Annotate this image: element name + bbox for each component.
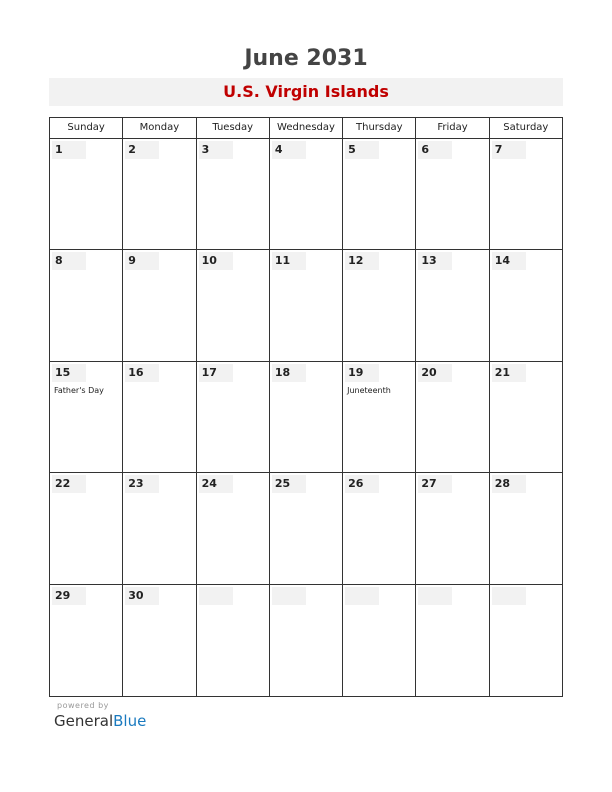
day-number: 5	[345, 141, 379, 159]
day-cell	[196, 473, 269, 583]
day-number	[418, 587, 452, 605]
day-cell	[269, 362, 342, 472]
day-number: 1	[52, 141, 86, 159]
day-number: 25	[272, 475, 306, 493]
powered-by-label: powered by	[57, 701, 109, 710]
day-number: 19	[345, 364, 379, 382]
day-cell	[122, 585, 195, 696]
brand-logo[interactable]	[54, 712, 146, 730]
day-cell	[489, 139, 562, 249]
page-title: June 2031	[244, 46, 368, 71]
day-cell	[50, 362, 122, 472]
day-cell	[196, 362, 269, 472]
weekday-header: Friday	[415, 118, 488, 138]
weekday-header: Wednesday	[269, 118, 342, 138]
day-cell	[415, 250, 488, 360]
day-cell	[122, 362, 195, 472]
day-cell	[342, 585, 415, 696]
brand-blue: Blue	[113, 712, 147, 730]
day-number: 13	[418, 252, 452, 270]
day-number: 28	[492, 475, 526, 493]
day-number: 30	[125, 587, 159, 605]
day-number: 12	[345, 252, 379, 270]
day-number: 23	[125, 475, 159, 493]
country-name: U.S. Virgin Islands	[49, 78, 563, 106]
day-cell	[489, 585, 562, 696]
day-cell	[415, 139, 488, 249]
holiday-label: Father's Day	[54, 385, 104, 395]
day-cell	[415, 473, 488, 583]
day-number	[345, 587, 379, 605]
day-cell	[122, 473, 195, 583]
weekday-header-row	[50, 118, 562, 139]
week-row	[50, 585, 562, 696]
day-cell	[342, 139, 415, 249]
holiday-label: Juneteenth	[347, 385, 391, 395]
day-cell	[269, 139, 342, 249]
day-number: 9	[125, 252, 159, 270]
day-number: 15	[52, 364, 86, 382]
day-cell	[489, 250, 562, 360]
day-number: 6	[418, 141, 452, 159]
day-number: 8	[52, 252, 86, 270]
day-cell	[269, 585, 342, 696]
day-cell	[342, 473, 415, 583]
day-cell	[50, 473, 122, 583]
day-number: 10	[199, 252, 233, 270]
day-cell	[50, 585, 122, 696]
day-number: 21	[492, 364, 526, 382]
day-cell	[415, 585, 488, 696]
day-cell	[196, 585, 269, 696]
day-cell	[50, 139, 122, 249]
day-cell	[489, 473, 562, 583]
day-cell	[122, 139, 195, 249]
day-cell	[122, 250, 195, 360]
day-number	[199, 587, 233, 605]
day-cell	[269, 250, 342, 360]
day-number	[492, 587, 526, 605]
weekday-header: Thursday	[342, 118, 415, 138]
day-cell	[196, 139, 269, 249]
day-number: 3	[199, 141, 233, 159]
day-number: 17	[199, 364, 233, 382]
weekday-header: Monday	[122, 118, 195, 138]
day-number	[272, 587, 306, 605]
week-row	[50, 250, 562, 361]
day-number: 7	[492, 141, 526, 159]
day-cell	[196, 250, 269, 360]
day-number: 2	[125, 141, 159, 159]
calendar-weeks	[50, 139, 562, 696]
week-row	[50, 362, 562, 473]
day-number: 16	[125, 364, 159, 382]
day-number: 24	[199, 475, 233, 493]
day-number: 11	[272, 252, 306, 270]
day-cell	[342, 362, 415, 472]
day-cell	[415, 362, 488, 472]
weekday-header: Tuesday	[196, 118, 269, 138]
week-row	[50, 473, 562, 584]
day-number: 4	[272, 141, 306, 159]
day-cell	[50, 250, 122, 360]
day-cell	[269, 473, 342, 583]
day-number: 14	[492, 252, 526, 270]
weekday-header: Sunday	[67, 122, 105, 133]
day-number: 29	[52, 587, 86, 605]
day-number: 27	[418, 475, 452, 493]
day-number: 20	[418, 364, 452, 382]
brand-general: General	[54, 712, 114, 730]
weekday-header: Saturday	[489, 118, 562, 138]
calendar-grid	[49, 117, 563, 697]
day-number: 22	[52, 475, 86, 493]
day-cell	[342, 250, 415, 360]
day-number: 26	[345, 475, 379, 493]
day-number: 18	[272, 364, 306, 382]
week-row	[50, 139, 562, 250]
day-cell	[489, 362, 562, 472]
